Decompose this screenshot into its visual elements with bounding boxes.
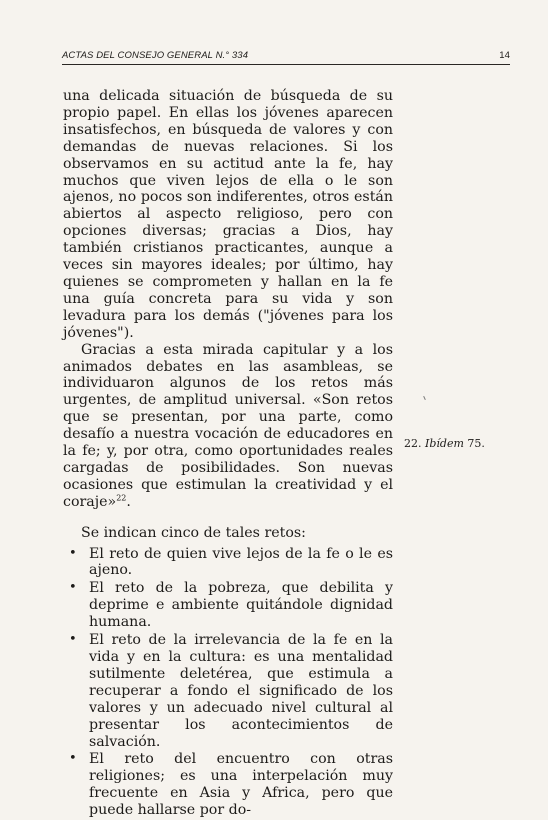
footnote-page: 75. bbox=[467, 437, 485, 450]
header-rule bbox=[62, 64, 510, 65]
list-item-text: El reto del encuentro con otras religiones; es una interpelación muy frecuente en Asia y Africa, pero que puede hallarse por do- bbox=[89, 751, 393, 819]
bullet-icon: • bbox=[69, 545, 77, 561]
bullet-icon: • bbox=[69, 580, 77, 596]
list-item-text: El reto de quien vive lejos de la fe o le es ajeno. bbox=[89, 545, 393, 579]
paragraph-2 bbox=[63, 342, 393, 511]
print-speck bbox=[423, 396, 426, 400]
paragraph-1: una delicada situación de búsqueda de su propio papel. En ellas los jóvenes aparecen insatisfechos, en búsqueda de valores y con demandas de nuevas relaciones. Si los observamos en su actitud ante la fe, hay muchos que viven lejos de ella o le son ajenos, no pocos son indiferentes, otros están abiertos al aspecto religioso, pero con opciones diversas; gracias a Dios, hay también cristianos practicantes, aunque a veces sin mayores ideales; por último, hay quienes se comprometen y hallan en la fe una guía concreta para su vida y son levadura para los demás ("jóvenes para los jóvenes"). bbox=[63, 88, 393, 341]
paragraph-3: Se indican cinco de tales retos: bbox=[81, 524, 306, 541]
list-item-text: El reto de la irrelevancia de la fe en la vida y en la cultura: es una mentalidad sutilmente deletérea, que estimula a recuperar a fondo el significado de los valores y un adecuado nivel cultural al presentar los acontecimientos de salvación. bbox=[89, 632, 393, 750]
footnote-number: 22. bbox=[404, 437, 422, 450]
footnote-title: Ibídem bbox=[425, 437, 464, 450]
running-header bbox=[62, 50, 510, 62]
page-number: 14 bbox=[499, 50, 510, 61]
margin-footnote bbox=[404, 437, 514, 450]
paragraph-2-text: Gracias a esta mirada capitular y a los animados debates en las asambleas, se individuaron algunos de los retos más urgentes, de amplitud universal. «Son retos que se presentan, por una parte, como desafío a nuestra vocación de educadores en la fe; y, por otra, como oportunidades reales cargadas de posibilidades. Son nuevas ocasiones que estimulan la creatividad y el coraje» bbox=[63, 341, 393, 510]
paragraph-2-end: . bbox=[126, 493, 131, 510]
footnote-reference: 22 bbox=[116, 493, 127, 503]
list-item bbox=[63, 632, 393, 750]
list-item-text: El reto de la pobreza, que debilita y deprime e ambiente quitándole dignidad humana. bbox=[89, 580, 393, 631]
running-title: ACTAS DEL CONSEJO GENERAL N.° 334 bbox=[62, 50, 249, 61]
list-item bbox=[63, 580, 393, 631]
body-text bbox=[63, 88, 393, 820]
list-item bbox=[63, 546, 393, 580]
list-item bbox=[63, 751, 393, 819]
bullet-icon: • bbox=[69, 751, 77, 767]
challenges-list bbox=[63, 546, 393, 820]
bullet-icon: • bbox=[69, 632, 77, 648]
